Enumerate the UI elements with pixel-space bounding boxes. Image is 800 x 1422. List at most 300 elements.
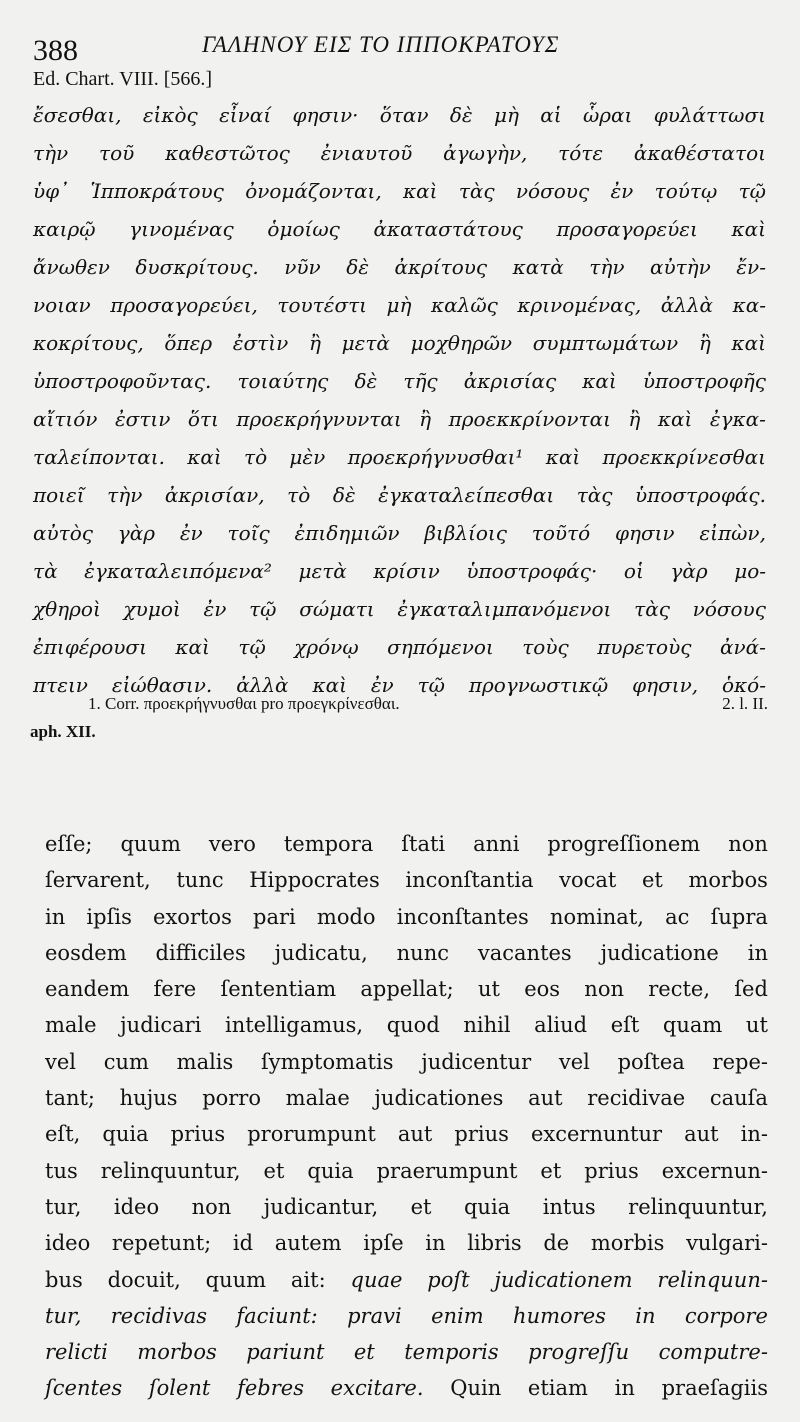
greek-word: ἀκρισίας <box>463 369 557 393</box>
latin-word: aut <box>528 1086 563 1111</box>
greek-word: ἐγκα- <box>709 407 766 431</box>
latin-word: de <box>543 1231 570 1256</box>
greek-word: νόσους <box>692 597 766 621</box>
latin-word: ipſis <box>86 904 132 929</box>
latin-word: quia <box>463 1194 511 1219</box>
greek-word: τῷ <box>238 635 266 659</box>
latin-word: prius <box>170 1122 226 1147</box>
latin-word: ſymptomatis <box>261 1049 394 1074</box>
greek-word: συμπτωμάτων <box>532 331 679 355</box>
greek-word: ὑποστροφοῦντας. <box>33 369 212 393</box>
footnotes <box>30 690 768 746</box>
latin-word: judicari <box>120 1013 202 1038</box>
latin-line <box>45 1225 768 1261</box>
latin-word: Quin <box>450 1376 502 1401</box>
latin-word: prius <box>454 1122 509 1147</box>
latin-word: cum <box>103 1049 149 1074</box>
latin-word: tempora <box>283 832 374 856</box>
greek-word: βιβλίοις <box>424 521 507 545</box>
latin-word: Hippocrates <box>249 868 380 893</box>
latin-quoted-word: ſcentes <box>45 1376 123 1401</box>
latin-word: ut <box>477 977 500 1002</box>
latin-word: hujus <box>119 1086 178 1111</box>
latin-word: non <box>584 977 624 1002</box>
greek-word: τὸ <box>287 483 311 507</box>
greek-word: ποιεῖ <box>33 483 85 507</box>
greek-word: μετὰ <box>341 331 390 355</box>
greek-word: ἀκαταστάτους <box>373 217 523 241</box>
greek-word: τότε <box>558 141 604 165</box>
latin-word: nominat, <box>549 904 644 929</box>
latin-word: ſervarent, <box>45 868 151 893</box>
greek-word: σηπόμενοι <box>387 635 494 659</box>
latin-word: judicentur <box>421 1049 532 1074</box>
greek-word: σώματι <box>299 597 375 621</box>
greek-word: ὅπερ <box>164 331 213 355</box>
greek-word: γὰρ <box>670 559 708 583</box>
latin-word: tunc <box>176 868 224 893</box>
greek-word: καὶ <box>187 445 222 469</box>
latin-word: excernun- <box>661 1158 768 1183</box>
greek-line <box>33 286 766 324</box>
latin-line <box>45 862 768 898</box>
latin-word: in <box>425 1231 446 1256</box>
latin-word: ac <box>665 904 690 929</box>
latin-word: tur, <box>45 1194 82 1219</box>
latin-word: anni <box>473 832 520 856</box>
latin-word: vacantes <box>477 940 572 965</box>
latin-word: et <box>641 868 663 893</box>
latin-word: non <box>191 1194 232 1219</box>
latin-line <box>45 1370 768 1406</box>
greek-word: προεκρήγνυνται <box>236 407 402 431</box>
greek-line <box>33 400 766 438</box>
latin-word: in- <box>740 1122 768 1147</box>
latin-quoted-word: computre- <box>658 1340 768 1365</box>
greek-word: δὲ <box>346 255 369 279</box>
greek-word: ἢ <box>628 407 641 431</box>
latin-word: progreſſionem <box>547 832 701 856</box>
latin-word: fere <box>153 977 197 1002</box>
latin-word: bus <box>45 1267 83 1292</box>
greek-word: οἱ <box>623 559 644 583</box>
latin-word: praerumpunt <box>376 1158 518 1183</box>
latin-quoted-word: pariunt <box>246 1340 325 1365</box>
latin-word: nihil <box>463 1013 511 1038</box>
greek-word: πτειν <box>33 673 88 697</box>
greek-word: ἐγκαταλειπόμενα² <box>84 559 272 583</box>
footnote-1: 1. Corr. προεκρήγνυσθαι pro προεγκρίνεσθαι. <box>88 694 400 713</box>
latin-word: relinquuntur, <box>100 1158 241 1183</box>
latin-word: ait: <box>290 1267 326 1292</box>
greek-word: κρίσιν <box>373 559 440 583</box>
latin-word: eosdem <box>45 940 127 965</box>
latin-word: ſupra <box>710 904 768 929</box>
greek-word: ἀνά- <box>719 635 766 659</box>
latin-word: tus <box>45 1158 78 1183</box>
greek-word: καὶ <box>657 407 693 431</box>
greek-line <box>33 96 766 134</box>
greek-word: τοῦ <box>99 141 135 165</box>
greek-word: καθεστῶτος <box>165 141 290 165</box>
latin-word: ſtati <box>401 832 446 856</box>
greek-word: κρινομένας, <box>517 293 642 317</box>
latin-line <box>45 1080 768 1116</box>
latin-word: inconſtantia <box>405 868 534 893</box>
greek-word: προγνωστικῷ <box>468 673 609 697</box>
page-header <box>30 26 770 66</box>
greek-word: νῦν <box>284 255 321 279</box>
greek-word: δὲ <box>449 103 473 127</box>
greek-word: τουτέστι <box>277 293 368 317</box>
latin-word: judicatu, <box>274 940 368 965</box>
latin-quoted-word: ſolent <box>148 1376 211 1401</box>
greek-line <box>33 552 766 590</box>
edition-reference: Ed. Chart. VIII. [566.] <box>33 68 213 90</box>
latin-word: recidivae <box>587 1086 686 1111</box>
greek-word: τὰς <box>458 179 495 203</box>
latin-line <box>45 971 768 1007</box>
greek-word: προεκρήγνυσθαι¹ <box>347 445 524 469</box>
greek-word: νοιαν <box>33 293 91 317</box>
greek-word: μὴ <box>493 103 519 127</box>
greek-word: προσαγορεύει <box>556 217 698 241</box>
greek-word: τῷ <box>738 179 766 203</box>
latin-word: eſt <box>610 1013 640 1038</box>
greek-word: ἐστὶν <box>232 331 289 355</box>
latin-word: tant; <box>45 1086 95 1111</box>
latin-word: eſt, <box>45 1122 81 1147</box>
greek-line <box>33 362 766 400</box>
greek-word: ἀκρισίαν, <box>164 483 265 507</box>
greek-word: νόσους <box>515 179 590 203</box>
greek-line <box>33 324 766 362</box>
latin-quoted-word: temporis <box>404 1340 499 1365</box>
greek-word: καὶ <box>582 369 617 393</box>
greek-word: εἰώθασιν. <box>111 673 213 697</box>
latin-quoted-word: recidivas <box>110 1303 208 1328</box>
greek-word: ἐστιν <box>114 407 171 431</box>
latin-word: exortos <box>153 904 232 929</box>
greek-word: εἶναί <box>219 103 272 127</box>
latin-word: recte, <box>648 977 711 1002</box>
latin-word: quia <box>307 1158 354 1183</box>
greek-word: μετὰ <box>298 559 347 583</box>
greek-word: τὰς <box>634 597 670 621</box>
greek-word: ἀκαθέστατοι <box>633 141 766 165</box>
latin-word: in <box>45 904 66 929</box>
latin-word: pari <box>253 904 296 929</box>
greek-word: καιρῷ <box>33 217 96 241</box>
greek-word: ἐγκαταλιμπανόμενοι <box>397 597 612 621</box>
latin-word: libris <box>467 1231 522 1256</box>
latin-quoted-word: in <box>635 1303 656 1328</box>
latin-quoted-word: morbos <box>137 1340 217 1365</box>
latin-word: id <box>232 1231 254 1256</box>
latin-quoted-word: progreſſu <box>528 1340 630 1365</box>
latin-line <box>45 1298 768 1334</box>
latin-word: difficiles <box>155 940 246 965</box>
greek-word: αὐτὸς <box>33 521 93 545</box>
latin-word: repe- <box>712 1049 768 1074</box>
latin-quoted-word: faciunt: <box>236 1303 318 1328</box>
latin-word: inconſtantes <box>396 904 529 929</box>
latin-quoted-word: febres <box>237 1376 304 1401</box>
latin-quoted-word: relinquun- <box>657 1267 768 1292</box>
latin-word: ideo <box>113 1194 160 1219</box>
latin-word: et <box>410 1194 432 1219</box>
latin-word: repetunt; <box>111 1231 212 1256</box>
latin-word: vero <box>208 832 256 856</box>
greek-word: ἀκρίτους <box>394 255 488 279</box>
greek-word: καὶ <box>175 635 210 659</box>
footnote-2: 2. l. II. <box>722 694 768 713</box>
greek-word: τὴν <box>33 141 69 165</box>
greek-word: εἰπὼν, <box>699 521 766 545</box>
latin-word: morbis <box>590 1231 665 1256</box>
latin-text-block <box>45 826 768 1407</box>
latin-word: et <box>540 1158 562 1183</box>
latin-word: male <box>45 1013 97 1038</box>
greek-word: μὴ <box>386 293 412 317</box>
latin-word: praeſagiis <box>661 1376 768 1401</box>
greek-word: κα- <box>732 293 766 317</box>
latin-word: et <box>263 1158 285 1183</box>
greek-word: φησιν, <box>632 673 699 697</box>
greek-word: προσαγορεύει, <box>110 293 258 317</box>
latin-word: eſſe; <box>45 832 93 856</box>
greek-word: τὴν <box>107 483 143 507</box>
greek-word: τὴν <box>589 255 625 279</box>
greek-word: ἄνωθεν <box>33 255 110 279</box>
greek-word: τὰ <box>33 559 58 583</box>
greek-word: ἐν <box>179 521 203 545</box>
latin-quoted-word: quae <box>350 1267 403 1292</box>
latin-word: poſtea <box>617 1049 685 1074</box>
greek-line <box>33 514 766 552</box>
greek-word: πυρετοὺς <box>597 635 692 659</box>
greek-word: ὑποστροφάς. <box>635 483 766 507</box>
latin-word: judicantur, <box>263 1194 379 1219</box>
latin-word: prius <box>584 1158 639 1183</box>
greek-word: ἀλλὰ <box>236 673 289 697</box>
greek-word: γινομένας <box>129 217 234 241</box>
greek-word: αὐτὴν <box>649 255 711 279</box>
latin-line <box>45 1262 768 1298</box>
latin-line <box>45 1116 768 1152</box>
latin-word: vulgari- <box>686 1231 768 1256</box>
latin-word: quam <box>662 1013 723 1038</box>
greek-word: προεκκρίνονται <box>448 407 611 431</box>
latin-line <box>45 1334 768 1370</box>
greek-line <box>33 134 766 172</box>
latin-word: autem <box>274 1231 342 1256</box>
latin-word: judicatione <box>600 940 719 965</box>
greek-word: ἐν <box>203 597 227 621</box>
greek-word: χρόνῳ <box>294 635 359 659</box>
latin-word: nunc <box>396 940 449 965</box>
latin-word: quia <box>102 1122 149 1147</box>
latin-word: ut <box>745 1013 768 1038</box>
greek-word: ὅτι <box>187 407 219 431</box>
greek-word: τούτῳ <box>654 179 718 203</box>
greek-word: φησιν <box>614 521 675 545</box>
latin-quoted-word: et <box>353 1340 375 1365</box>
latin-quoted-word: humores <box>513 1303 606 1328</box>
greek-word: μο- <box>734 559 766 583</box>
greek-word: ἐπιφέρουσι <box>33 635 147 659</box>
greek-word: τοῦτό <box>531 521 591 545</box>
greek-word: τὸ <box>244 445 268 469</box>
latin-quoted-word: corpore <box>684 1303 768 1328</box>
greek-word: χυμοὶ <box>123 597 181 621</box>
greek-word: ἔσεσθαι, <box>33 103 122 127</box>
greek-line <box>33 628 766 666</box>
greek-word: τοιαύτης <box>237 369 329 393</box>
greek-word: καὶ <box>731 331 766 355</box>
greek-word: δὲ <box>332 483 356 507</box>
greek-word: ἀγωγὴν, <box>443 141 528 165</box>
greek-word: τῷ <box>249 597 277 621</box>
latin-word: aliud <box>534 1013 588 1038</box>
latin-word: aut <box>397 1122 433 1147</box>
latin-word: quum <box>205 1267 267 1292</box>
latin-word: intelligamus, <box>225 1013 364 1038</box>
latin-word: in <box>747 940 768 965</box>
greek-word: ἐγκαταλείπεσθαι <box>378 483 555 507</box>
greek-word: καλῶς <box>431 293 498 317</box>
latin-word: porro <box>202 1086 261 1111</box>
latin-word: ipſe <box>363 1231 404 1256</box>
greek-word: ὁκό- <box>722 673 766 697</box>
greek-word: καὶ <box>403 179 438 203</box>
latin-word: excernuntur <box>530 1122 663 1147</box>
latin-word: eos <box>524 977 561 1002</box>
latin-word: etiam <box>527 1376 588 1401</box>
greek-word: τοὺς <box>522 635 569 659</box>
greek-line <box>33 476 766 514</box>
latin-word: vel <box>558 1049 590 1074</box>
greek-line <box>33 210 766 248</box>
greek-word: δὲ <box>354 369 378 393</box>
greek-word: καὶ <box>545 445 581 469</box>
greek-word: ἢ <box>698 331 711 355</box>
latin-line <box>45 1007 768 1043</box>
latin-quoted-word: tur, <box>45 1303 82 1328</box>
greek-word: ἐπιδημιῶν <box>294 521 400 545</box>
page-number: 388 <box>33 34 78 67</box>
latin-word: quod <box>386 1013 440 1038</box>
greek-word: γὰρ <box>117 521 156 545</box>
latin-word: modo <box>316 904 376 929</box>
greek-word: ἔν- <box>736 255 766 279</box>
greek-word: προεκκρίνεσθαι <box>602 445 766 469</box>
greek-word: μὲν <box>289 445 326 469</box>
greek-word: ἀλλὰ <box>660 293 714 317</box>
latin-word: aut <box>684 1122 719 1147</box>
greek-word: ὅταν <box>379 103 429 127</box>
latin-word: vocat <box>559 868 617 893</box>
greek-word: τῆς <box>403 369 438 393</box>
latin-line <box>45 1153 768 1189</box>
greek-word: Ἱπποκράτους <box>90 179 224 203</box>
latin-word: prorumpunt <box>247 1122 376 1147</box>
greek-word: ἐν <box>370 673 394 697</box>
greek-word: κοκρίτους, <box>33 331 144 355</box>
latin-quoted-word: judicationem <box>494 1267 633 1292</box>
latin-word: malae <box>285 1086 350 1111</box>
latin-quoted-word: relicti <box>45 1340 108 1365</box>
greek-word: τῷ <box>417 673 445 697</box>
latin-word: intus <box>542 1194 596 1219</box>
latin-quoted-word: enim <box>431 1303 484 1328</box>
latin-line <box>45 1044 768 1080</box>
latin-word: malis <box>176 1049 234 1074</box>
greek-word: ταλείπονται. <box>33 445 165 469</box>
latin-word: ideo <box>45 1231 91 1256</box>
greek-line <box>33 438 766 476</box>
greek-word: ἐν <box>610 179 634 203</box>
latin-word: docuit, <box>107 1267 181 1292</box>
latin-word: judicationes <box>374 1086 504 1111</box>
footnote-2-continuation: aph. XII. <box>30 722 96 741</box>
latin-word: quum <box>120 832 181 856</box>
latin-quoted-word: excitare. <box>330 1376 424 1401</box>
greek-word: ὁμοίως <box>267 217 340 241</box>
greek-line <box>33 172 766 210</box>
greek-word: φυλάττωσι <box>653 103 766 127</box>
running-title: ΓΑΛΗΝΟΥ ΕΙΣ ΤΟ ΙΠΠΟΚΡΑΤΟΥΣ <box>202 32 560 57</box>
greek-word: χθηροὶ <box>33 597 101 621</box>
greek-line <box>33 248 766 286</box>
greek-word: ὑφ᾽ <box>33 179 70 203</box>
greek-word: τοῖς <box>227 521 270 545</box>
greek-text-block <box>33 96 766 704</box>
latin-word: ſed <box>734 977 768 1002</box>
latin-word: ſententiam <box>220 977 337 1002</box>
latin-word: vel <box>45 1049 77 1074</box>
greek-word: καὶ <box>731 217 766 241</box>
greek-word: αἴτιόν <box>33 407 98 431</box>
greek-word: ἐνιαυτοῦ <box>320 141 413 165</box>
latin-word: appellat; <box>360 977 454 1002</box>
latin-line <box>45 935 768 971</box>
greek-word: τὰς <box>576 483 613 507</box>
latin-word: relinquuntur, <box>628 1194 768 1219</box>
latin-line <box>45 826 768 862</box>
latin-word: in <box>614 1376 635 1401</box>
latin-word: eandem <box>45 977 130 1002</box>
greek-word: ἢ <box>419 407 432 431</box>
latin-word: cauſa <box>709 1086 768 1111</box>
greek-word: καὶ <box>312 673 347 697</box>
greek-word: δυσκρίτους. <box>135 255 259 279</box>
latin-line <box>45 899 768 935</box>
latin-quoted-word: poſt <box>427 1267 470 1292</box>
greek-word: εἰκὸς <box>142 103 198 127</box>
latin-word: morbos <box>688 868 768 893</box>
greek-word: ὀνομάζονται, <box>245 179 382 203</box>
greek-word: κατὰ <box>512 255 564 279</box>
greek-word: ἢ <box>308 331 321 355</box>
greek-word: ὑποστροφάς· <box>466 559 598 583</box>
greek-word: μοχθηρῶν <box>410 331 513 355</box>
latin-line <box>45 1189 768 1225</box>
latin-quoted-word: pravi <box>347 1303 402 1328</box>
greek-word: ὑποστροφῆς <box>642 369 766 393</box>
greek-word: αἱ <box>540 103 562 127</box>
greek-word: φησιν· <box>292 103 359 127</box>
